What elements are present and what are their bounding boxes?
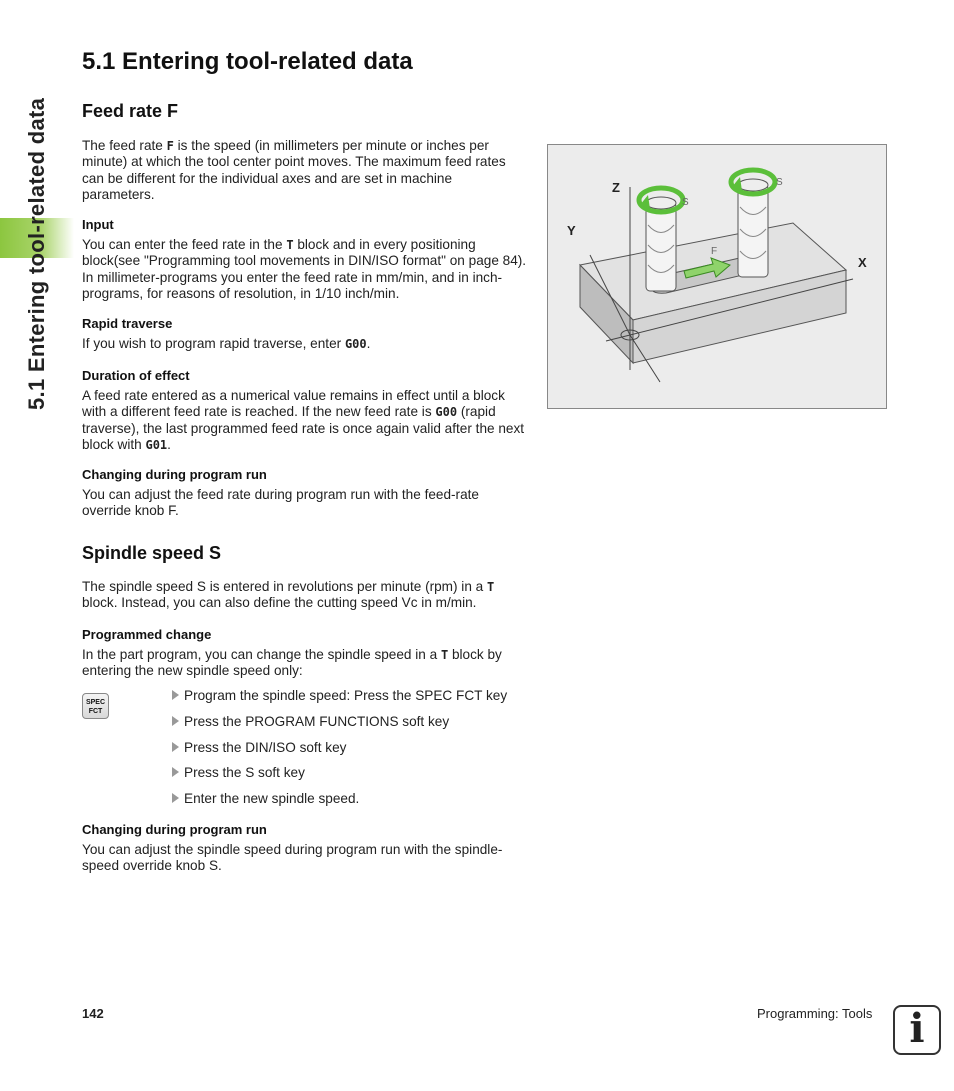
feed-heading: Feed rate F: [82, 101, 179, 121]
step-item: Press the S soft key: [172, 765, 305, 780]
step-item: Press the DIN/ISO soft key: [172, 740, 346, 755]
spindle-label-right: S: [776, 177, 783, 188]
bullet-arrow-icon: [172, 767, 179, 777]
bullet-arrow-icon: [172, 793, 179, 803]
step-item: Enter the new spindle speed.: [172, 791, 359, 806]
side-tab: [0, 0, 70, 1091]
duration-heading: Duration of effect: [82, 368, 190, 383]
axis-y-label: Y: [567, 223, 576, 238]
spindle-label-left: S: [682, 197, 689, 208]
milling-figure: [547, 144, 887, 409]
page-number: 142: [82, 1006, 104, 1021]
spec-fct-key-icon: SPEC FCT: [82, 693, 109, 719]
spindle-heading: Spindle speed S: [82, 543, 222, 563]
input-text: You can enter the feed rate in the T block and in every positioning block(see "Programming tool movements in DIN/ISO format" on page 84). In millimeter-programs you enter the feed rate in mm/min, and in inch-programs, for reasons of resolution, in 1/10 inch/min.: [82, 237, 527, 302]
rapid-text: If you wish to program rapid traverse, enter G00.: [82, 336, 371, 351]
spindle-change-text: You can adjust the spindle speed during program run with the spindle-speed override knob S.: [82, 842, 503, 874]
footer-section: Programming: Tools: [757, 1006, 873, 1021]
step-item: Program the spindle speed: Press the SPEC FCT key: [172, 688, 507, 703]
bullet-arrow-icon: [172, 716, 179, 726]
info-icon[interactable]: i: [893, 1005, 941, 1055]
feed-intro: The feed rate F is the speed (in millimeters per minute or inches per minute) at which the tool center point moves. The maximum feed rates can be different for the individual axes and are set in machine parameters.: [82, 138, 506, 203]
step-item: Press the PROGRAM FUNCTIONS soft key: [172, 714, 449, 729]
bullet-arrow-icon: [172, 742, 179, 752]
page-title: 5.1 Entering tool-related data: [82, 48, 413, 75]
spindle-change-heading: Changing during program run: [82, 822, 267, 837]
axis-x-label: X: [858, 255, 867, 270]
feed-change-text: You can adjust the feed rate during program run with the feed-rate override knob F.: [82, 487, 479, 519]
programmed-change-heading: Programmed change: [82, 627, 212, 642]
duration-text: A feed rate entered as a numerical value remains in effect until a block with a different feed rate is reached. If the new feed rate is G00 (rapid traverse), the last programmed feed rate is once again valid after the next block with G01.: [82, 388, 525, 453]
side-tab-title: 5.1 Entering tool-related data: [24, 97, 49, 410]
spindle-intro: The spindle speed S is entered in revolutions per minute (rpm) in a T block. Instead, you can also define the cutting speed Vc in m/min.: [82, 579, 495, 611]
axis-z-label: Z: [612, 180, 620, 195]
workpiece-illustration: [548, 145, 886, 408]
feed-change-heading: Changing during program run: [82, 467, 267, 482]
rapid-heading: Rapid traverse: [82, 316, 173, 331]
programmed-change-text: In the part program, you can change the spindle speed in a T block by entering the new spindle speed only:: [82, 647, 502, 679]
input-heading: Input: [82, 217, 114, 232]
feed-label: F: [711, 246, 718, 257]
bullet-arrow-icon: [172, 690, 179, 700]
